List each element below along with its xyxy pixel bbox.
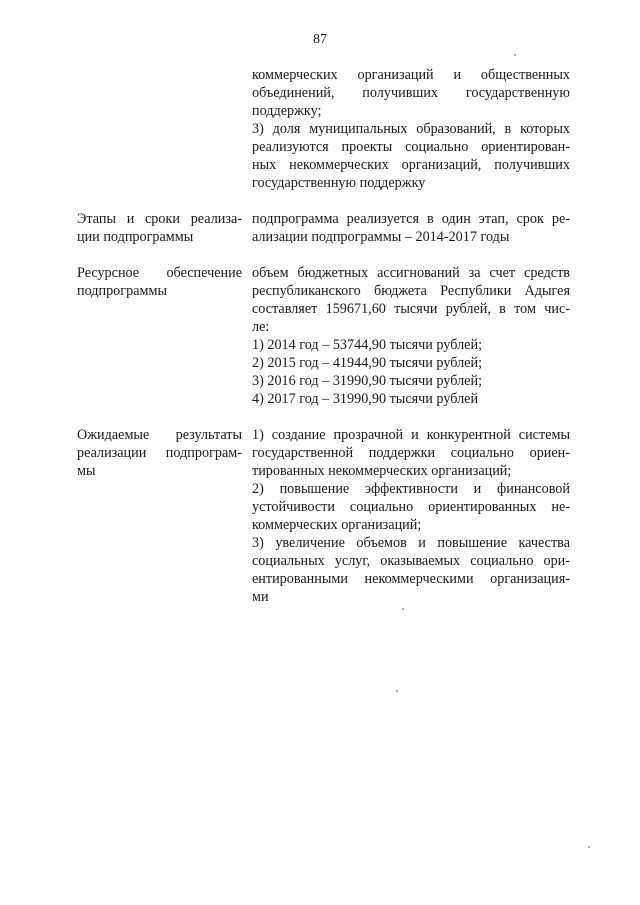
scan-speck [396, 690, 398, 692]
text-line: поддержку; [252, 103, 322, 119]
text-line: государственную поддержку [252, 175, 426, 191]
value-line: социальных услуг, оказываемых социально ори- [252, 553, 570, 569]
value-line: 1) 2014 год – 53744,90 тысячи рублей; [252, 337, 483, 353]
label-line: подпрограммы [77, 283, 167, 299]
value-line: ентированными некоммерческими организация- [252, 571, 570, 587]
label-line: ции подпрограммы [77, 229, 194, 245]
label-line: Этапы и сроки реализа- [77, 211, 242, 227]
text-line: 3) доля муниципальных образований, в которых [252, 121, 570, 137]
value-line: коммерческих организаций; [252, 517, 422, 533]
label-line: реализации подпрограм- [77, 445, 242, 461]
value-line: объем бюджетных ассигнований за счет средств [252, 265, 570, 281]
label-line: Ожидаемые результаты [77, 427, 242, 443]
value-line: тированных некоммерческих организаций; [252, 463, 512, 479]
label-line: Ресурсное обеспечение [77, 265, 242, 281]
value-line: ализации подпрограммы – 2014-2017 годы [252, 229, 510, 245]
text-line: реализуются проекты социально ориентирован- [252, 139, 570, 155]
value-line: ми [252, 589, 269, 605]
value-line: 3) увеличение объемов и повышение качества [252, 535, 570, 551]
scan-speck [402, 608, 404, 610]
scan-speck [588, 846, 590, 848]
value-line: составляет 159671,60 тысячи рублей, в том чис- [252, 301, 570, 317]
value-line: 2) 2015 год – 41944,90 тысячи рублей; [252, 355, 483, 371]
text-line: ных некоммерческих организаций, получивших [252, 157, 570, 173]
value-line: 2) повышение эффективности и финансовой [252, 481, 570, 497]
value-line: 3) 2016 год – 31990,90 тысячи рублей; [252, 373, 483, 389]
text-line: объединений, получивших государственную [252, 85, 570, 101]
value-line: республиканского бюджета Республики Адыгея [252, 283, 570, 299]
value-line: подпрограмма реализуется в один этап, срок ре- [252, 211, 570, 227]
scan-speck [514, 54, 516, 56]
value-line: государственной поддержки социально ориен- [252, 445, 570, 461]
label-line: мы [77, 463, 96, 479]
value-line: 4) 2017 год – 31990,90 тысячи рублей [252, 391, 479, 407]
value-line: 1) создание прозрачной и конкурентной системы [252, 427, 570, 443]
text-line: коммерческих организаций и общественных [252, 67, 570, 83]
value-line: ле: [252, 319, 270, 335]
page-number: 87 [313, 32, 327, 47]
value-line: устойчивости социально ориентированных не- [252, 499, 570, 515]
